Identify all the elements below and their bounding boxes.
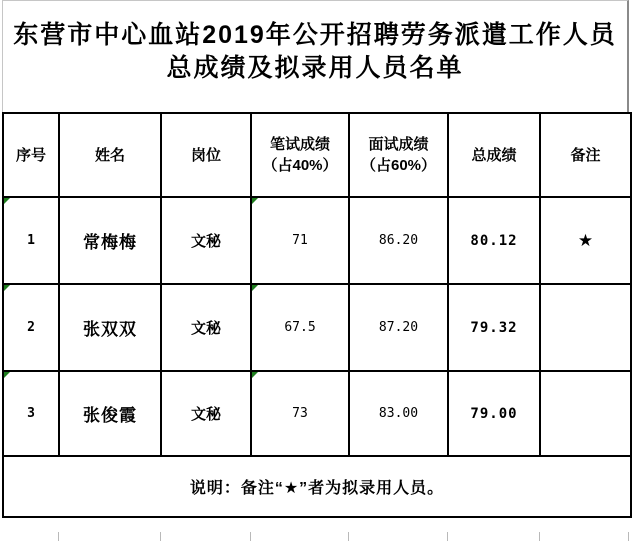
grid-line <box>447 532 448 541</box>
title-line-1: 东营市中心血站2019年公开招聘劳务派遣工作人员 <box>13 20 617 49</box>
note-cell <box>3 456 631 517</box>
header-label: 岗位 <box>190 146 221 164</box>
cell-position <box>161 197 251 284</box>
cell-name <box>59 197 161 284</box>
grid-line <box>348 532 349 541</box>
cell-value: 文秘 <box>190 233 221 250</box>
cell-position <box>161 371 251 456</box>
page-title <box>2 0 629 112</box>
cell-value: 86.20 <box>378 233 419 248</box>
cell-interview-score <box>349 371 448 456</box>
cell-written-score <box>251 284 349 371</box>
header-cell-serial <box>3 113 59 197</box>
cell-value: 张俊霞 <box>83 406 137 425</box>
header-label: 总成绩 <box>471 146 517 164</box>
cell-remark <box>540 197 631 284</box>
note-text: 说明：备注“★”者为拟录用人员。 <box>189 480 445 497</box>
cell-name <box>59 371 161 456</box>
excel-flag-icon <box>252 285 258 291</box>
header-label: 面试成绩 <box>368 136 429 153</box>
cell-value: 张双双 <box>83 320 137 339</box>
cell-serial <box>3 371 59 456</box>
grid-line <box>539 532 540 541</box>
star-marker: ★ <box>577 230 594 250</box>
table-row <box>3 371 631 456</box>
cell-value: 67.5 <box>284 320 316 335</box>
cell-value: 79.00 <box>470 405 518 422</box>
excel-flag-icon <box>4 285 10 291</box>
cell-written-score <box>251 371 349 456</box>
cell-written-score <box>251 197 349 284</box>
table-header-row <box>3 113 631 197</box>
header-cell-interview-score <box>349 113 448 197</box>
cell-value: 文秘 <box>190 406 221 423</box>
cell-interview-score <box>349 197 448 284</box>
cell-value: 文秘 <box>190 320 221 337</box>
header-label: 备注 <box>570 146 601 164</box>
cell-total-score <box>448 284 540 371</box>
grid-line <box>58 532 59 541</box>
header-cell-remark <box>540 113 631 197</box>
header-cell-written-score <box>251 113 349 197</box>
excel-flag-icon <box>252 198 258 204</box>
header-label: 笔试成绩 <box>269 136 330 153</box>
cell-name <box>59 284 161 371</box>
cell-remark <box>540 371 631 456</box>
excel-flag-icon <box>252 372 258 378</box>
cell-value: 79.32 <box>470 319 518 336</box>
cell-serial <box>3 197 59 284</box>
spreadsheet-gridline-strip <box>2 532 630 541</box>
header-sublabel: （占40%） <box>262 157 338 174</box>
cell-value: 1 <box>27 233 35 248</box>
header-cell-total-score <box>448 113 540 197</box>
table-row <box>3 284 631 371</box>
cell-value: 3 <box>27 406 35 421</box>
cell-serial <box>3 284 59 371</box>
cell-value: 2 <box>27 320 35 335</box>
header-cell-name <box>59 113 161 197</box>
cell-interview-score <box>349 284 448 371</box>
header-sublabel: （占60%） <box>360 157 437 174</box>
grid-line <box>160 532 161 541</box>
title-line-2: 总成绩及拟录用人员名单 <box>166 53 464 82</box>
grid-line <box>628 532 629 541</box>
table-row <box>3 197 631 284</box>
cell-remark <box>540 284 631 371</box>
note-row <box>3 456 631 517</box>
cell-value: 71 <box>292 233 308 248</box>
grid-line <box>250 532 251 541</box>
header-label: 序号 <box>15 146 46 164</box>
cell-value: 常梅梅 <box>83 233 137 252</box>
results-table <box>2 112 632 518</box>
cell-total-score <box>448 371 540 456</box>
cell-value: 83.00 <box>378 406 419 421</box>
excel-flag-icon <box>4 198 10 204</box>
cell-total-score <box>448 197 540 284</box>
excel-flag-icon <box>4 372 10 378</box>
cell-value: 80.12 <box>470 232 518 249</box>
cell-position <box>161 284 251 371</box>
header-label: 姓名 <box>94 146 125 164</box>
cell-value: 87.20 <box>378 320 419 335</box>
cell-value: 73 <box>292 406 308 421</box>
header-cell-position <box>161 113 251 197</box>
